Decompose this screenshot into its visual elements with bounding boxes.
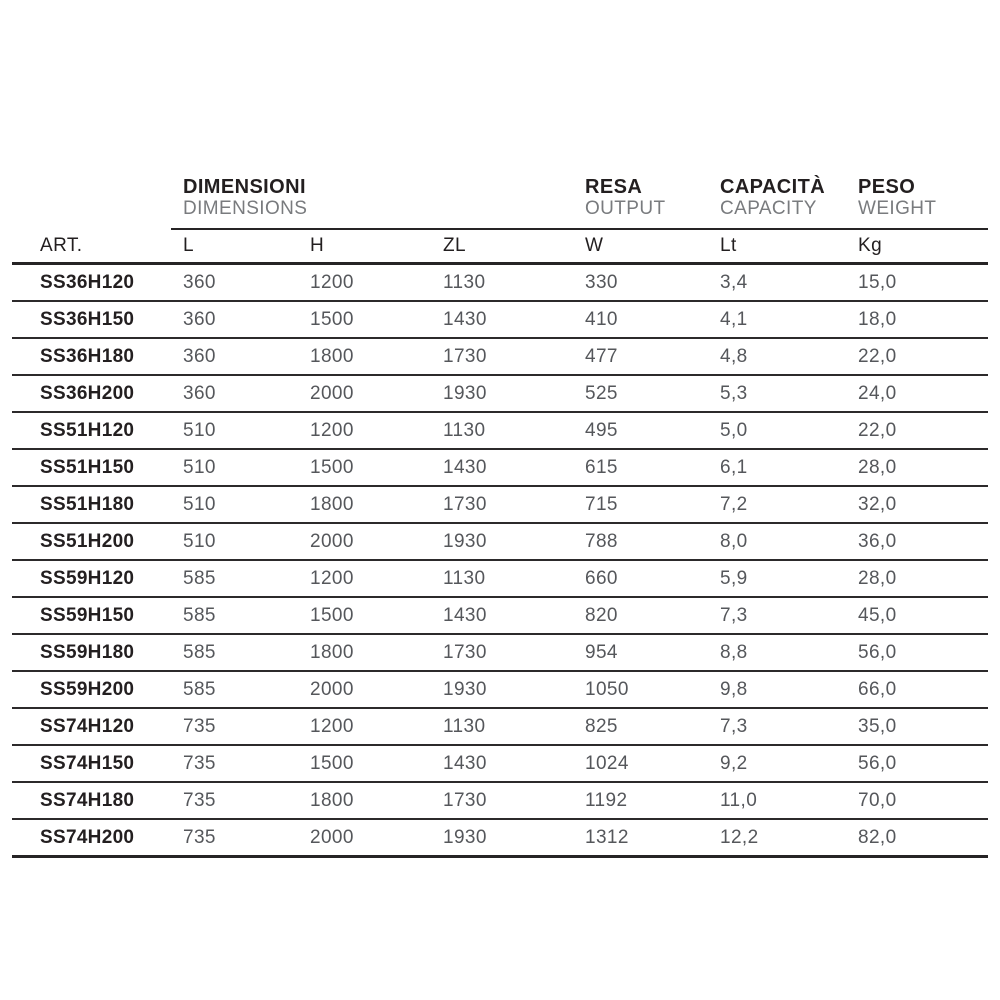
group-subtitle-output: OUTPUT xyxy=(585,198,666,219)
lt-value-cell: 7,2 xyxy=(720,493,748,515)
art-code-cell: SS74H150 xyxy=(40,752,135,774)
l-value-cell: 585 xyxy=(183,678,216,700)
l-value-cell: 360 xyxy=(183,382,216,404)
column-header-zl: ZL xyxy=(443,235,466,256)
zl-value-cell: 1130 xyxy=(443,419,486,441)
table-row xyxy=(12,783,988,820)
kg-value-cell: 28,0 xyxy=(858,567,897,589)
zl-value-cell: 1130 xyxy=(443,567,486,589)
h-value-cell: 1500 xyxy=(310,604,354,626)
kg-value-cell: 15,0 xyxy=(858,271,897,293)
zl-value-cell: 1930 xyxy=(443,530,487,552)
w-value-cell: 410 xyxy=(585,308,618,330)
h-value-cell: 1200 xyxy=(310,715,354,737)
kg-value-cell: 36,0 xyxy=(858,530,897,552)
art-code-cell: SS36H200 xyxy=(40,382,135,404)
art-code-cell: SS59H150 xyxy=(40,604,135,626)
h-value-cell: 1500 xyxy=(310,752,354,774)
group-subtitle-capacity: CAPACITY xyxy=(720,198,817,219)
kg-value-cell: 32,0 xyxy=(858,493,897,515)
table-row xyxy=(12,598,988,635)
column-header-l: L xyxy=(183,235,194,256)
column-header-art: ART. xyxy=(40,235,83,256)
art-code-cell: SS51H120 xyxy=(40,419,135,441)
h-value-cell: 2000 xyxy=(310,678,354,700)
art-code-cell: SS51H150 xyxy=(40,456,135,478)
l-value-cell: 360 xyxy=(183,308,216,330)
zl-value-cell: 1730 xyxy=(443,789,487,811)
zl-value-cell: 1730 xyxy=(443,641,487,663)
l-value-cell: 510 xyxy=(183,530,216,552)
table-row xyxy=(12,302,988,339)
h-value-cell: 1800 xyxy=(310,789,354,811)
zl-value-cell: 1430 xyxy=(443,308,487,330)
l-value-cell: 735 xyxy=(183,789,216,811)
lt-value-cell: 7,3 xyxy=(720,604,748,626)
zl-value-cell: 1130 xyxy=(443,271,486,293)
kg-value-cell: 28,0 xyxy=(858,456,897,478)
table-row xyxy=(12,524,988,561)
zl-value-cell: 1930 xyxy=(443,382,487,404)
group-dimensions xyxy=(171,176,573,219)
column-header-w: W xyxy=(585,235,604,256)
w-value-cell: 477 xyxy=(585,345,618,367)
w-value-cell: 954 xyxy=(585,641,618,663)
lt-value-cell: 5,3 xyxy=(720,382,748,404)
art-code-cell: SS36H180 xyxy=(40,345,135,367)
table-row xyxy=(12,339,988,376)
kg-value-cell: 24,0 xyxy=(858,382,897,404)
w-value-cell: 495 xyxy=(585,419,618,441)
art-code-cell: SS59H180 xyxy=(40,641,135,663)
table-row xyxy=(12,561,988,598)
h-value-cell: 1800 xyxy=(310,641,354,663)
h-value-cell: 1800 xyxy=(310,493,354,515)
art-code-cell: SS59H200 xyxy=(40,678,135,700)
group-title-capacita: CAPACITÀ xyxy=(720,176,826,198)
h-value-cell: 1500 xyxy=(310,308,354,330)
l-value-cell: 510 xyxy=(183,419,216,441)
table-row xyxy=(12,450,988,487)
zl-value-cell: 1130 xyxy=(443,715,486,737)
group-subtitle-weight: WEIGHT xyxy=(858,198,937,219)
zl-value-cell: 1430 xyxy=(443,456,487,478)
group-weight xyxy=(846,176,988,219)
lt-value-cell: 4,8 xyxy=(720,345,748,367)
l-value-cell: 735 xyxy=(183,715,216,737)
table-row xyxy=(12,709,988,746)
zl-value-cell: 1430 xyxy=(443,604,487,626)
w-value-cell: 820 xyxy=(585,604,618,626)
h-value-cell: 1500 xyxy=(310,456,354,478)
table-row xyxy=(12,820,988,858)
l-value-cell: 585 xyxy=(183,604,216,626)
table-row xyxy=(12,487,988,524)
lt-value-cell: 5,0 xyxy=(720,419,748,441)
h-value-cell: 2000 xyxy=(310,826,354,848)
art-code-cell: SS51H200 xyxy=(40,530,135,552)
art-code-cell: SS36H150 xyxy=(40,308,135,330)
kg-value-cell: 22,0 xyxy=(858,345,897,367)
l-value-cell: 585 xyxy=(183,567,216,589)
h-value-cell: 1200 xyxy=(310,271,354,293)
column-header-kg: Kg xyxy=(858,235,883,256)
l-value-cell: 360 xyxy=(183,271,216,293)
table-row xyxy=(12,265,988,302)
group-subtitle-dimensions: DIMENSIONS xyxy=(183,198,308,219)
lt-value-cell: 8,0 xyxy=(720,530,748,552)
zl-value-cell: 1930 xyxy=(443,826,487,848)
lt-value-cell: 9,8 xyxy=(720,678,748,700)
lt-value-cell: 5,9 xyxy=(720,567,748,589)
zl-value-cell: 1930 xyxy=(443,678,487,700)
zl-value-cell: 1730 xyxy=(443,345,487,367)
l-value-cell: 510 xyxy=(183,493,216,515)
table-row xyxy=(12,635,988,672)
h-value-cell: 2000 xyxy=(310,382,354,404)
kg-value-cell: 56,0 xyxy=(858,752,897,774)
lt-value-cell: 9,2 xyxy=(720,752,748,774)
h-value-cell: 2000 xyxy=(310,530,354,552)
l-value-cell: 360 xyxy=(183,345,216,367)
lt-value-cell: 4,1 xyxy=(720,308,748,330)
art-code-cell: SS36H120 xyxy=(40,271,135,293)
column-header-lt: Lt xyxy=(720,235,737,256)
group-header-row xyxy=(12,176,988,230)
kg-value-cell: 35,0 xyxy=(858,715,897,737)
w-value-cell: 525 xyxy=(585,382,618,404)
w-value-cell: 788 xyxy=(585,530,618,552)
table-row xyxy=(12,672,988,709)
l-value-cell: 585 xyxy=(183,641,216,663)
art-code-cell: SS74H200 xyxy=(40,826,135,848)
column-header-row xyxy=(12,230,988,265)
h-value-cell: 1200 xyxy=(310,567,354,589)
kg-value-cell: 45,0 xyxy=(858,604,897,626)
lt-value-cell: 11,0 xyxy=(720,789,758,811)
kg-value-cell: 82,0 xyxy=(858,826,897,848)
h-value-cell: 1200 xyxy=(310,419,354,441)
h-value-cell: 1800 xyxy=(310,345,354,367)
group-output xyxy=(573,176,708,219)
group-title-resa: RESA xyxy=(585,176,643,198)
art-code-cell: SS74H180 xyxy=(40,789,135,811)
l-value-cell: 735 xyxy=(183,826,216,848)
group-capacity xyxy=(708,176,846,219)
lt-value-cell: 3,4 xyxy=(720,271,748,293)
w-value-cell: 1024 xyxy=(585,752,629,774)
lt-value-cell: 6,1 xyxy=(720,456,748,478)
group-title-peso: PESO xyxy=(858,176,916,198)
l-value-cell: 735 xyxy=(183,752,216,774)
w-value-cell: 330 xyxy=(585,271,618,293)
lt-value-cell: 12,2 xyxy=(720,826,759,848)
art-code-cell: SS51H180 xyxy=(40,493,135,515)
group-header-block xyxy=(171,176,988,230)
w-value-cell: 825 xyxy=(585,715,618,737)
table-body xyxy=(12,265,988,858)
art-code-cell: SS59H120 xyxy=(40,567,135,589)
l-value-cell: 510 xyxy=(183,456,216,478)
w-value-cell: 1312 xyxy=(585,826,629,848)
kg-value-cell: 18,0 xyxy=(858,308,897,330)
table-row xyxy=(12,746,988,783)
zl-value-cell: 1430 xyxy=(443,752,487,774)
kg-value-cell: 56,0 xyxy=(858,641,897,663)
w-value-cell: 615 xyxy=(585,456,618,478)
art-code-cell: SS74H120 xyxy=(40,715,135,737)
lt-value-cell: 7,3 xyxy=(720,715,748,737)
w-value-cell: 1192 xyxy=(585,789,628,811)
column-header-h: H xyxy=(310,235,325,256)
art-header-spacer xyxy=(12,176,171,230)
group-title-dimensioni: DIMENSIONI xyxy=(183,176,306,198)
lt-value-cell: 8,8 xyxy=(720,641,748,663)
w-value-cell: 660 xyxy=(585,567,618,589)
kg-value-cell: 22,0 xyxy=(858,419,897,441)
zl-value-cell: 1730 xyxy=(443,493,487,515)
w-value-cell: 715 xyxy=(585,493,618,515)
spec-table xyxy=(12,176,988,858)
kg-value-cell: 70,0 xyxy=(858,789,897,811)
table-row xyxy=(12,413,988,450)
kg-value-cell: 66,0 xyxy=(858,678,897,700)
table-row xyxy=(12,376,988,413)
w-value-cell: 1050 xyxy=(585,678,629,700)
